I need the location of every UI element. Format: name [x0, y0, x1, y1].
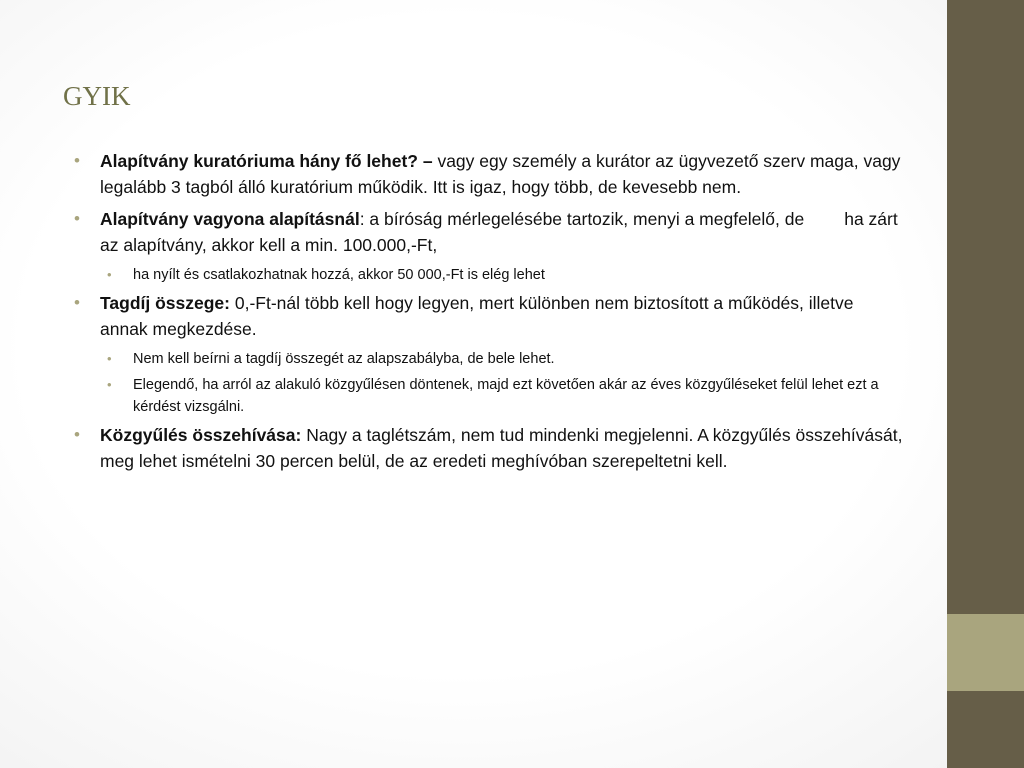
bullet-text: vagy egy személy a kurátor az ügyvezető szerv maga, vagy legalább 3 tagból álló kuratórium működik. Itt is igaz, hogy több, de kevesebb nem.	[100, 151, 901, 197]
sub-bullet-item	[74, 374, 904, 418]
bullet-heading: Tagdíj összege:	[100, 293, 230, 313]
bullet-dot-icon: •	[107, 351, 112, 366]
bullet-item	[74, 422, 904, 474]
bullet-text-continued: ha zárt az alapítvány, akkor kell a min. 100.000,-Ft,	[100, 209, 898, 255]
bullet-text: Nagy a taglétszám, nem tud mindenki megjelenni. A közgyűlés összehívását, meg lehet ismételni 30 percen belül, de az eredeti meghívóban szerepeltetni kell.	[100, 425, 903, 471]
bullet-dot-icon: •	[74, 209, 80, 228]
sub-bullet-item	[74, 264, 904, 286]
bullet-dot-icon: •	[74, 425, 80, 444]
sidebar-accent-block	[947, 614, 1024, 691]
bullet-dot-icon: •	[107, 267, 112, 282]
bullet-dot-icon: •	[107, 377, 112, 392]
bullet-text: 0,-Ft-nál több kell hogy legyen, mert különben nem biztosított a működés, illetve annak megkezdése.	[100, 293, 854, 339]
bullet-item	[74, 206, 904, 258]
sub-bullet-text: ha nyílt és csatlakozhatnak hozzá, akkor 50 000,-Ft is elég lehet	[133, 267, 545, 283]
bullet-dot-icon: •	[74, 151, 80, 170]
bullet-heading: Alapítvány vagyona alapításnál	[100, 209, 360, 229]
sub-bullet-text: Nem kell beírni a tagdíj összegét az alapszabályba, de bele lehet.	[133, 351, 555, 367]
bullet-list	[74, 148, 904, 480]
bullet-heading: Közgyűlés összehívása:	[100, 425, 302, 445]
bullet-text: : a bíróság mérlegelésébe tartozik, menyi a megfelelő, de	[359, 209, 805, 229]
bullet-item	[74, 148, 904, 200]
sub-bullet-text: Elegendő, ha arról az alakuló közgyűlésen döntenek, majd ezt követően akár az éves közgyűléseket felül lehet ezt a kérdést vizsgálni.	[133, 377, 879, 415]
sub-bullet-item	[74, 348, 904, 370]
bullet-heading: Alapítvány kuratóriuma hány fő lehet? –	[100, 151, 433, 171]
bullet-dot-icon: •	[74, 293, 80, 312]
bullet-item	[74, 290, 904, 342]
slide-title: GYIK	[63, 81, 131, 111]
